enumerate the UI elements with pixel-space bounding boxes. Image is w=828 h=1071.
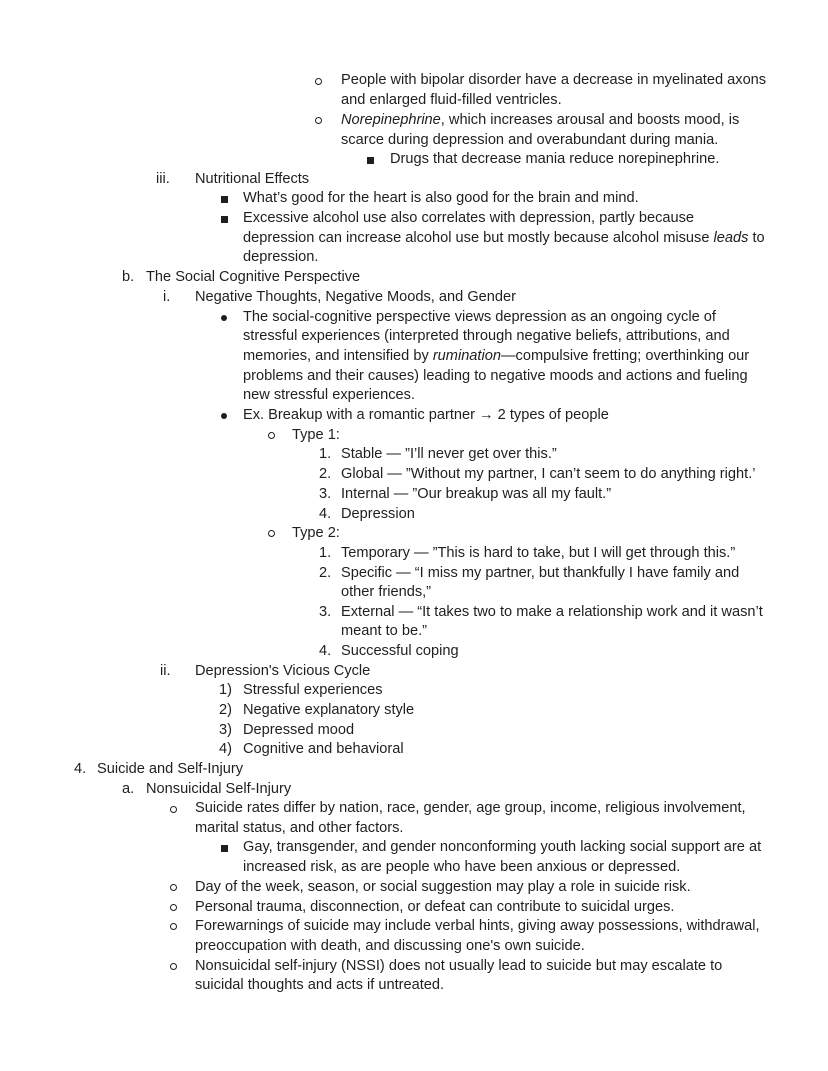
- alcohol-line-2-c: to: [748, 230, 765, 246]
- norepinephrine-line-1-rest: , which increases arousal and boosts mood, is: [440, 112, 740, 128]
- type-2-number-4: 4.: [319, 643, 332, 659]
- type-2-item-2-line-2: other friends,”: [341, 584, 432, 600]
- type-2-number-1: 1.: [319, 545, 332, 561]
- gay-transgender-line-1: Gay, transgender, and gender nonconforming youth lacking social support are at: [243, 839, 762, 855]
- view-line-3-c: —compulsive fretting; overthinking our: [500, 348, 750, 364]
- nutritional-marker: iii.: [156, 171, 170, 187]
- alcohol-line-2-a: depression can increase alcohol use but mostly because alcohol misuse: [243, 230, 714, 246]
- nonsuicidal-self-injury-heading: Nonsuicidal Self-Injury: [146, 781, 292, 797]
- type-2-item-1: Temporary — ”This is hard to take, but I will get through this.”: [341, 545, 736, 561]
- norepinephrine-line-2: scarce during depression and overabundant during mania.: [341, 132, 719, 148]
- alcohol-line-3: depression.: [243, 249, 319, 265]
- personal-trauma-line: Personal trauma, disconnection, or defeat can contribute to suicidal urges.: [195, 899, 675, 915]
- vicious-cycle-item-4: Cognitive and behavioral: [243, 741, 404, 757]
- square-bullet-icon: [221, 196, 228, 203]
- social-cognitive-view-line-5: new stressful experiences.: [243, 387, 415, 403]
- vicious-cycle-marker: ii.: [160, 663, 171, 679]
- circle-bullet-icon: [268, 530, 275, 537]
- type-1-item-1: Stable — ”I’ll never get over this.”: [341, 446, 557, 462]
- type-2-item-2-line-1: Specific — “I miss my partner, but thankfully I have family and: [341, 565, 740, 581]
- suicide-self-injury-heading: Suicide and Self-Injury: [97, 761, 244, 777]
- breakup-example: Ex. Breakup with a romantic partner → 2 types of people: [243, 407, 609, 423]
- circle-bullet-icon: [315, 78, 322, 85]
- disc-bullet-icon: [221, 315, 227, 321]
- vicious-cycle-number-1: 1): [219, 682, 232, 698]
- circle-bullet-icon: [170, 904, 177, 911]
- negative-thoughts-heading: Negative Thoughts, Negative Moods, and Gender: [195, 289, 516, 305]
- type-1-item-2: Global — ”Without my partner, I can’t seem to do anything right.’: [341, 466, 756, 482]
- suicide-section-marker: 4.: [74, 761, 87, 777]
- bipolar-axons-line-1: People with bipolar disorder have a decrease in myelinated axons: [341, 72, 767, 88]
- heart-brain-line: What’s good for the heart is also good for the brain and mind.: [243, 190, 639, 206]
- type-1-number-3: 3.: [319, 486, 332, 502]
- type-1-item-4: Depression: [341, 506, 415, 522]
- suicide-rates-line-1: Suicide rates differ by nation, race, gender, age group, income, religious involvement,: [195, 800, 746, 816]
- day-of-week-line: Day of the week, season, or social suggestion may play a role in suicide risk.: [195, 879, 691, 895]
- type-2-number-3: 3.: [319, 604, 332, 620]
- circle-bullet-icon: [170, 884, 177, 891]
- norepinephrine-line-1: [341, 111, 739, 131]
- bipolar-axons-line-2: and enlarged fluid-filled ventricles.: [341, 92, 562, 108]
- negative-thoughts-marker: i.: [163, 289, 171, 305]
- type-2-item-4: Successful coping: [341, 643, 459, 659]
- vicious-cycle-item-2: Negative explanatory style: [243, 702, 415, 718]
- type-1-item-3: Internal — ”Our breakup was all my fault.”: [341, 486, 612, 502]
- type-2-item-3-line-1: External — “It takes two to make a relationship work and it wasn’t: [341, 604, 763, 620]
- vicious-cycle-item-3: Depressed mood: [243, 722, 355, 738]
- vicious-cycle-number-3: 3): [219, 722, 232, 738]
- vicious-cycle-number-4: 4): [219, 741, 232, 757]
- alcohol-leads-term: leads: [713, 230, 749, 246]
- type-1-number-4: 4.: [319, 506, 332, 522]
- social-cognitive-view-line-1: The social-cognitive perspective views depression as an ongoing cycle of: [243, 309, 716, 325]
- vicious-cycle-number-2: 2): [219, 702, 232, 718]
- vicious-cycle-heading: Depression's Vicious Cycle: [195, 663, 371, 679]
- forewarnings-line-1: Forewarnings of suicide may include verbal hints, giving away possessions, withdrawal,: [195, 918, 760, 934]
- circle-bullet-icon: [268, 432, 275, 439]
- circle-bullet-icon: [170, 963, 177, 970]
- square-bullet-icon: [221, 845, 228, 852]
- type-1-number-1: 1.: [319, 446, 332, 462]
- vicious-cycle-item-1: Stressful experiences: [243, 682, 383, 698]
- rumination-term: rumination: [432, 348, 501, 364]
- social-cognitive-marker: b.: [122, 269, 135, 285]
- gay-transgender-line-2: increased risk, as are people who have been anxious or depressed.: [243, 859, 681, 875]
- circle-bullet-icon: [170, 806, 177, 813]
- disc-bullet-icon: [221, 413, 227, 419]
- nssi-line-1: Nonsuicidal self-injury (NSSI) does not usually lead to suicide but may escalate to: [195, 958, 723, 974]
- type-2-number-2: 2.: [319, 565, 332, 581]
- forewarnings-line-2: preoccupation with death, and discussing one's own suicide.: [195, 938, 585, 954]
- alcohol-line-2: [243, 229, 765, 249]
- alcohol-line-1: Excessive alcohol use also correlates with depression, partly because: [243, 210, 695, 226]
- nutritional-effects-heading: Nutritional Effects: [195, 171, 310, 187]
- nssi-marker: a.: [122, 781, 135, 797]
- norepinephrine-drugs: Drugs that decrease mania reduce norepinephrine.: [390, 151, 720, 167]
- circle-bullet-icon: [170, 923, 177, 930]
- suicide-rates-line-2: marital status, and other factors.: [195, 820, 404, 836]
- square-bullet-icon: [221, 216, 228, 223]
- type-2-item-3-line-2: meant to be.”: [341, 623, 427, 639]
- type-1-heading: Type 1:: [292, 427, 340, 443]
- nssi-line-2: suicidal thoughts and acts if untreated.: [195, 977, 445, 993]
- norepinephrine-term: Norepinephrine: [341, 112, 441, 128]
- type-2-heading: Type 2:: [292, 525, 340, 541]
- social-cognitive-view-line-2: stressful experiences (interpreted through negative beliefs, attributions, and: [243, 328, 730, 344]
- view-line-3-a: memories, and intensified by: [243, 348, 433, 364]
- social-cognitive-view-line-3: [243, 347, 749, 367]
- square-bullet-icon: [367, 157, 374, 164]
- circle-bullet-icon: [315, 117, 322, 124]
- type-1-number-2: 2.: [319, 466, 332, 482]
- social-cognitive-heading: The Social Cognitive Perspective: [146, 269, 361, 285]
- social-cognitive-view-line-4: problems and their causes) leading to negative moods and actions and fueling: [243, 368, 748, 384]
